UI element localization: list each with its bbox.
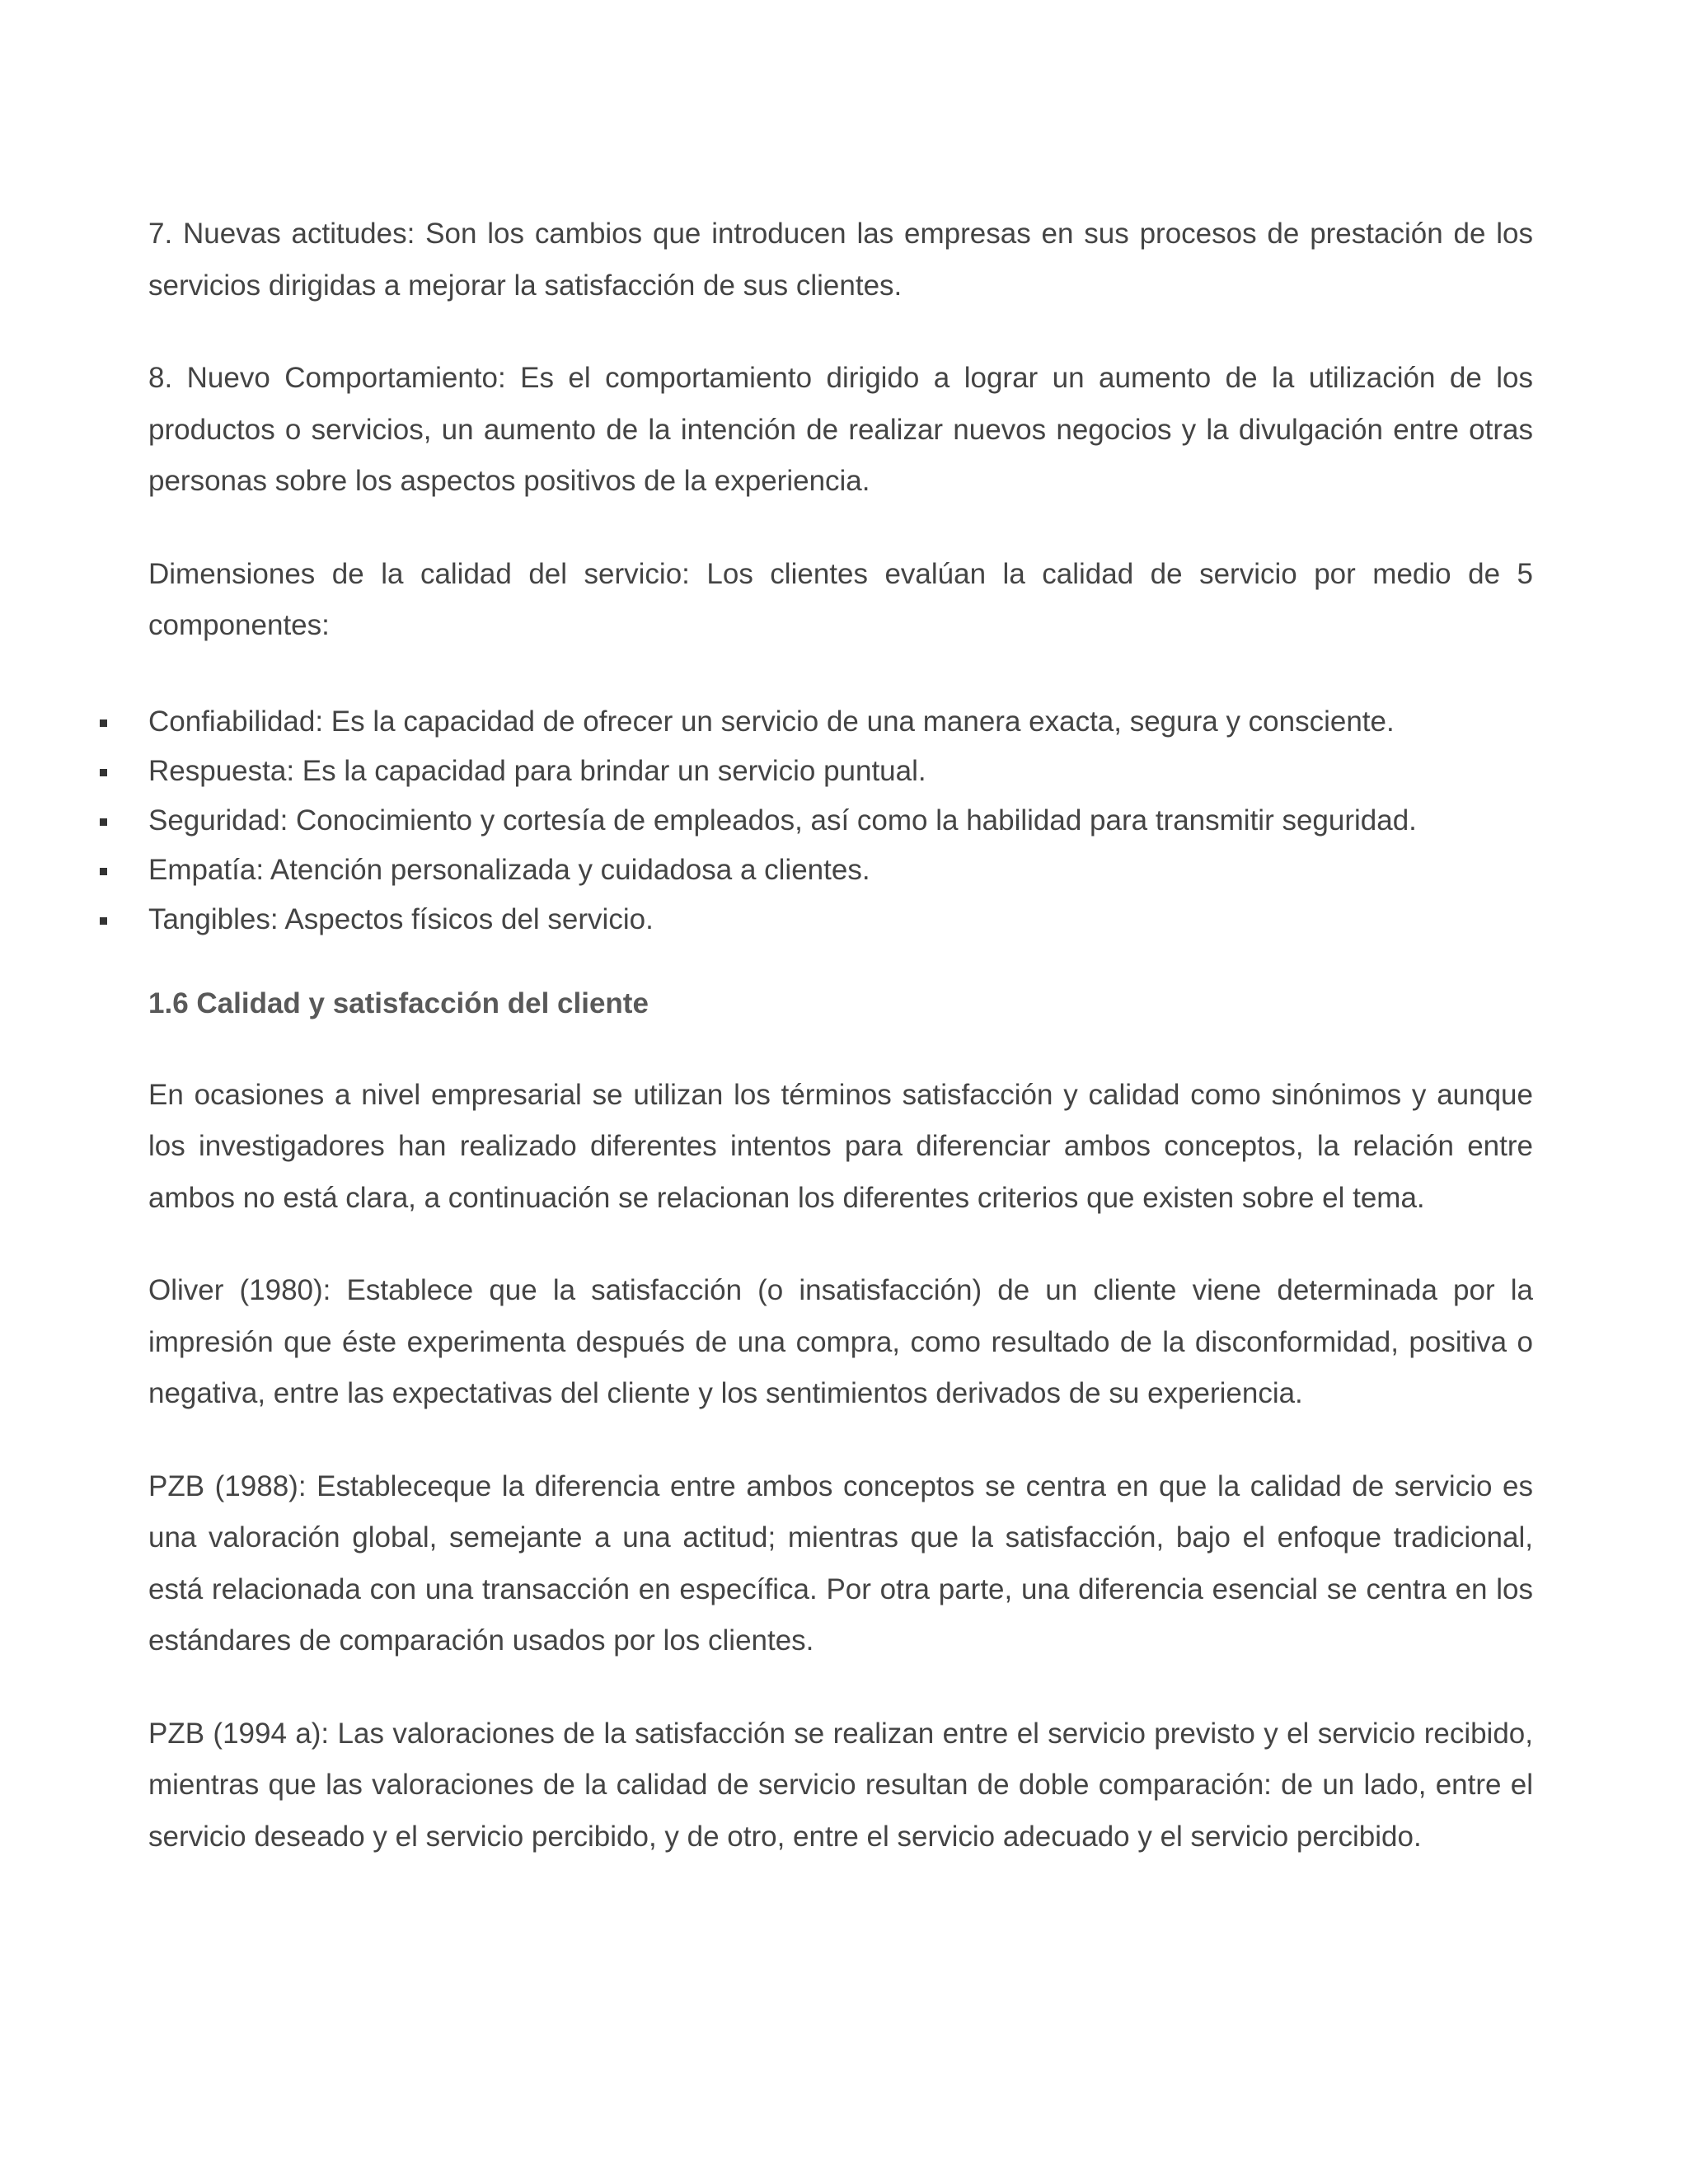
square-bullet-icon <box>100 818 107 826</box>
list-item <box>148 895 1533 944</box>
paragraph-nuevo-comportamiento: 8. Nuevo Comportamiento: Es el comportamiento dirigido a lograr un aumento de la utilización de los productos o servicios, un aumento de la intención de realizar nuevos negocios y la divulgación entre otras personas sobre los aspectos positivos de la experiencia. <box>148 362 1533 497</box>
list-item-text: Tangibles: Aspectos físicos del servicio. <box>148 902 654 935</box>
section-heading: 1.6 Calidad y satisfacción del cliente <box>148 987 649 1019</box>
square-bullet-icon <box>100 917 107 925</box>
document-page <box>148 209 1533 1863</box>
square-bullet-icon <box>100 769 107 776</box>
dimensions-list <box>148 697 1533 944</box>
paragraph-ocasiones: En ocasiones a nivel empresarial se utilizan los términos satisfacción y calidad como sinónimos y aunque los investigadores han realizado diferentes intentos para diferenciar ambos conceptos, la relación entre ambos no está clara, a continuación se relacionan los diferentes criterios que existen sobre el tema. <box>148 1078 1533 1214</box>
paragraph-pzb-1994: PZB (1994 a): Las valoraciones de la satisfacción se realizan entre el servicio previsto y el servicio recibido, mientras que las valoraciones de la calidad de servicio resultan de doble comparación: de un lado, entre el servicio deseado y el servicio percibido, y de otro, entre el servicio adecuado y el servicio percibido. <box>148 1717 1533 1853</box>
list-item <box>148 697 1533 747</box>
paragraph-oliver-1980: Oliver (1980): Establece que la satisfacción (o insatisfacción) de un cliente viene determinada por la impresión que éste experimenta después de una compra, como resultado de la disconformidad, positiva o negativa, entre las expectativas del cliente y los sentimientos derivados de su experiencia. <box>148 1274 1533 1409</box>
paragraph-nuevas-actitudes: 7. Nuevas actitudes: Son los cambios que introducen las empresas en sus procesos de prestación de los servicios dirigidas a mejorar la satisfacción de sus clientes. <box>148 218 1533 302</box>
list-item <box>148 846 1533 895</box>
square-bullet-icon <box>100 719 107 727</box>
paragraph-pzb-1988: PZB (1988): Estableceque la diferencia entre ambos conceptos se centra en que la calidad de servicio es una valoración global, semejante a una actitud; mientras que la satisfacción, bajo el enfoque tradicional, está relacionada con una transacción en específica. Por otra parte, una diferencia esencial se centra en los estándares de comparación usados por los clientes. <box>148 1469 1533 1657</box>
list-item-text: Respuesta: Es la capacidad para brindar un servicio puntual. <box>148 754 926 787</box>
list-item <box>148 796 1533 846</box>
list-item <box>148 747 1533 796</box>
list-item-text: Confiabilidad: Es la capacidad de ofrecer un servicio de una manera exacta, segura y consciente. <box>148 705 1395 738</box>
list-item-text: Seguridad: Conocimiento y cortesía de empleados, así como la habilidad para transmitir seguridad. <box>148 804 1417 837</box>
square-bullet-icon <box>100 868 107 875</box>
paragraph-dimensiones: Dimensiones de la calidad del servicio: Los clientes evalúan la calidad de servicio por medio de 5 componentes: <box>148 557 1533 641</box>
list-item-text: Empatía: Atención personalizada y cuidadosa a clientes. <box>148 853 870 886</box>
